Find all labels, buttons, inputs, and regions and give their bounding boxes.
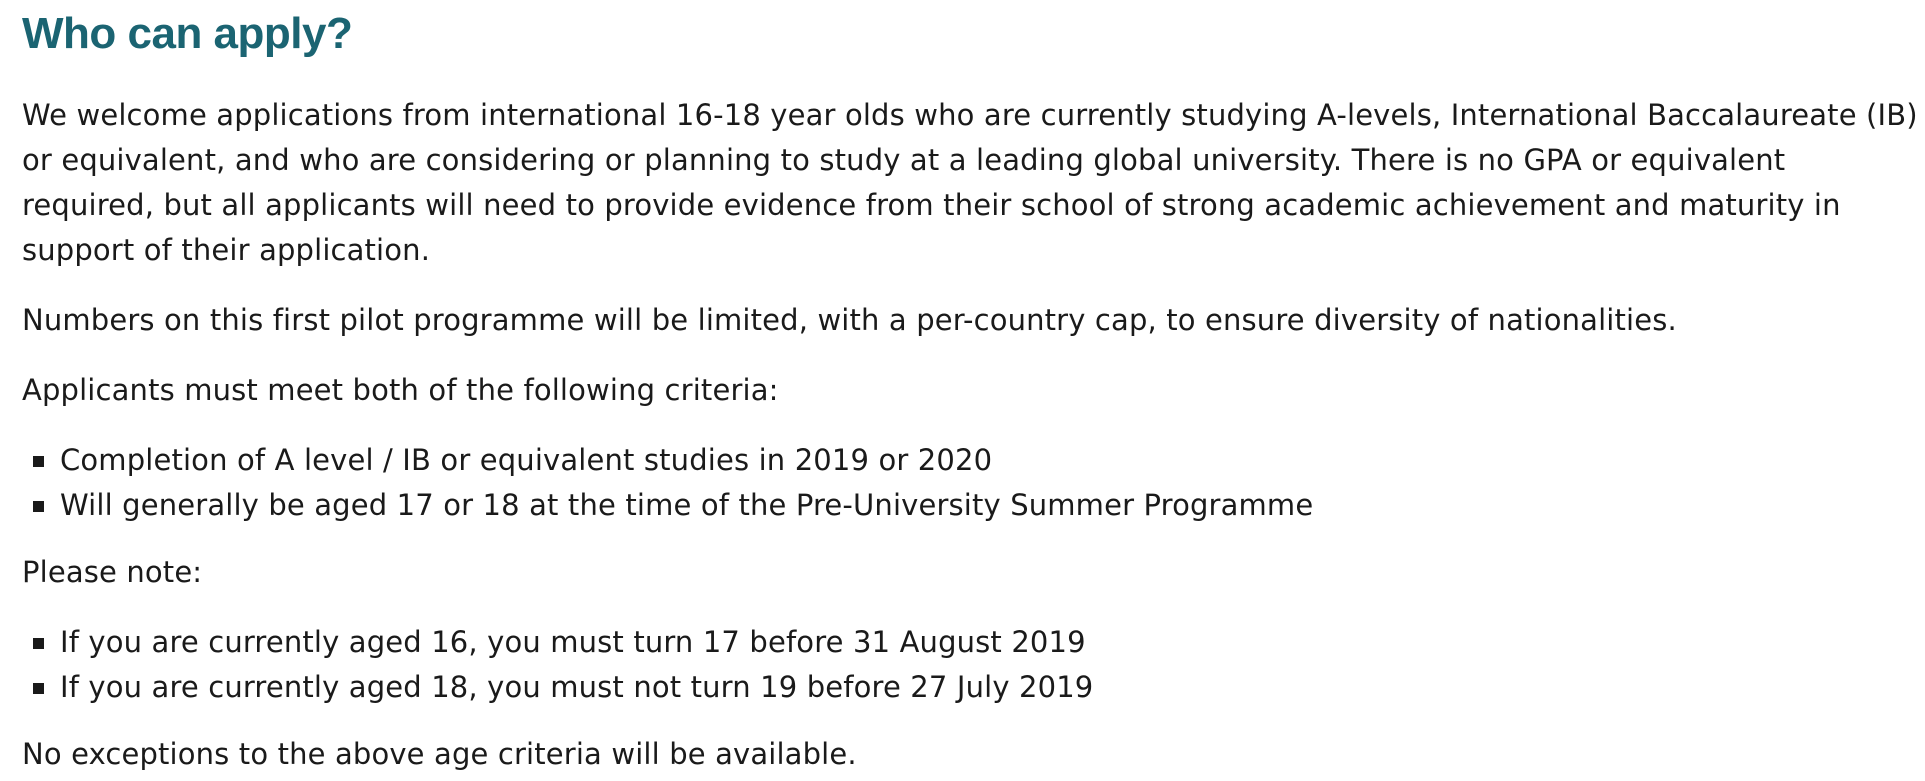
criteria-intro: Applicants must meet both of the following criteria:: [22, 373, 779, 407]
closing-paragraph: No exceptions to the above age criteria will be available.: [22, 737, 857, 771]
note-item-text: If you are currently aged 16, you must turn 17 before 31 August 2019: [60, 625, 1086, 659]
square-bullet-icon: [33, 638, 44, 649]
criteria-list: [22, 438, 1922, 528]
square-bullet-icon: [33, 456, 44, 467]
main-content: [22, 0, 1922, 777]
page-heading: Who can apply?: [22, 9, 353, 58]
list-item: [22, 620, 1922, 665]
square-bullet-icon: [33, 501, 44, 512]
numbers-paragraph: Numbers on this first pilot programme will be limited, with a per-country cap, to ensure diversity of nationalities.: [22, 303, 1677, 337]
criteria-item-text: Completion of A level / IB or equivalent studies in 2019 or 2020: [60, 443, 993, 477]
note-item-text: If you are currently aged 18, you must not turn 19 before 27 July 2019: [60, 670, 1094, 704]
square-bullet-icon: [33, 683, 44, 694]
list-item: [22, 438, 1922, 483]
list-item: [22, 483, 1922, 528]
criteria-item-text: Will generally be aged 17 or 18 at the time of the Pre-University Summer Programme: [60, 488, 1314, 522]
list-item: [22, 665, 1922, 710]
note-intro: Please note:: [22, 555, 203, 589]
intro-paragraph: We welcome applications from international 16-18 year olds who are currently studying A-levels, International Baccalaureate (IB) or equivalent, and who are considering or planning to study at a leading global university. There is no GPA or equivalent required, but all applicants will need to provide evidence from their school of strong academic achievement and maturity in support of their application.: [22, 98, 1918, 267]
notes-list: [22, 620, 1922, 710]
